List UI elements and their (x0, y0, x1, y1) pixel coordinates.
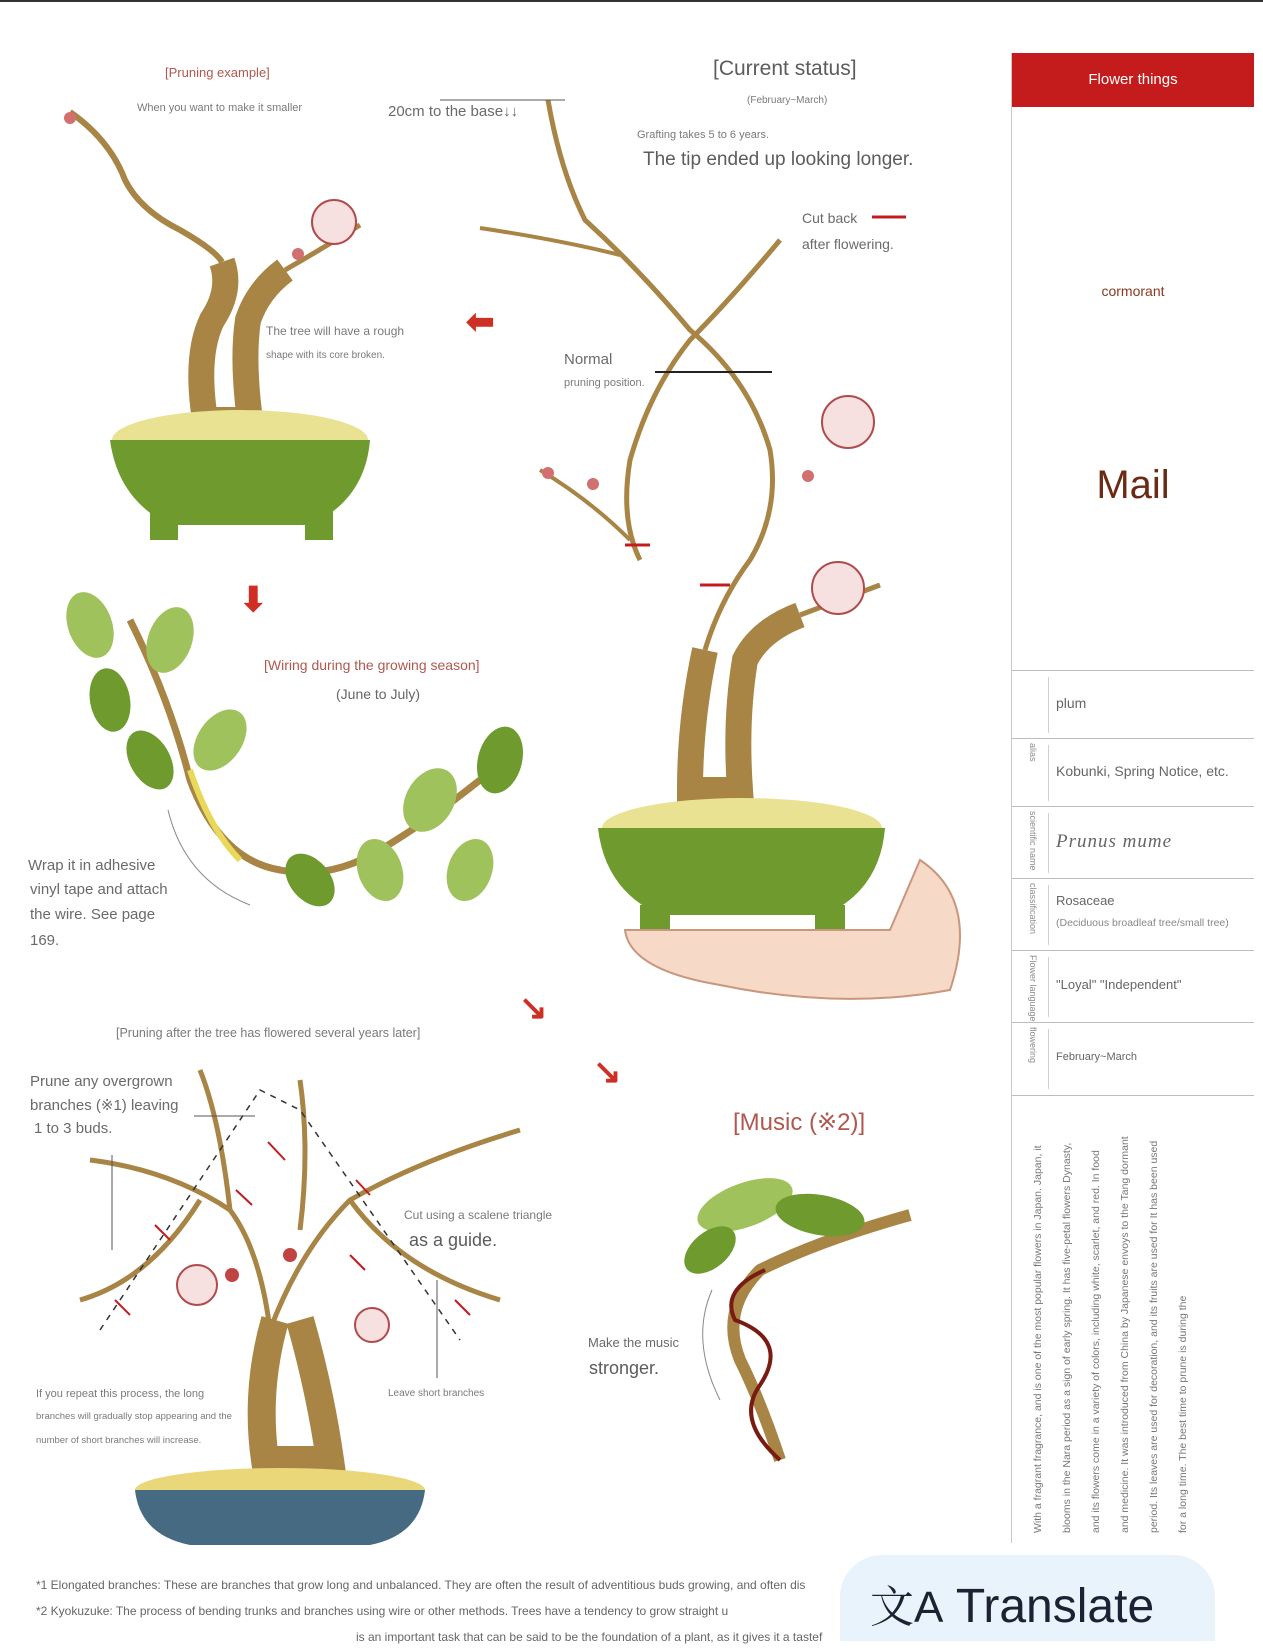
plant-description: With a fragrant fragrance, and is one of the most popular flowers in Japan. Japan, it blooms in the Nara period as a sign of early spring. It has five-petal flowers Dynasty, and its flowers come in a variety of colors, including white, scarlet, and red. In food and medicine. It was introduced from China by Japanese envoys to the Tang dormant period. Its leaves are used for decoration, and its fruits are used for It has been used for a long time. The best time to prune is during the (1032, 1136, 1189, 1533)
translate-label: 文A Translate (870, 1580, 1155, 1633)
repeat-label-3: number of short branches will increase. (36, 1435, 202, 1446)
info-row-flower-language (1012, 950, 1254, 1023)
music-trunk-illustration (675, 1167, 910, 1460)
footnote-1: *1 Elongated branches: These are branches that grow long and unbalanced. They are often the result of adventitious buds growing, and often dis (36, 1578, 806, 1592)
info-row-classification (1012, 878, 1254, 951)
plant-name-jp: cormorant (1101, 283, 1165, 299)
info-row-value: Prunus mume (1056, 831, 1173, 852)
current-period-label: (February~March) (747, 95, 828, 106)
prune-label-3: 1 to 3 buds. (34, 1120, 113, 1137)
arrow-down-right-icon: ↘ (593, 1053, 622, 1091)
arrow-left-icon: ⬅ (466, 303, 495, 341)
translate-button[interactable] (840, 1555, 1215, 1641)
info-row-tag: scientific name (1028, 811, 1038, 871)
plant-name-en: Mail (1096, 463, 1170, 507)
prune-label-1: Prune any overgrown (30, 1073, 173, 1090)
info-row-scientific-name (1012, 806, 1254, 879)
music-stronger-label-1: Make the music (588, 1335, 680, 1350)
wrap-label-1: Wrap it in adhesive (28, 857, 156, 874)
wrap-label-3: the wire. See page (30, 906, 156, 923)
repeat-label-2: branches will gradually stop appearing and the (36, 1411, 232, 1422)
panel-header: Flower things (1012, 53, 1254, 107)
wiring-title: [Wiring during the growing season] (264, 657, 480, 673)
pruning-example-title: [Pruning example] (165, 65, 270, 80)
info-row-alias (1012, 738, 1254, 807)
rough-shape-label-1: The tree will have a rough (266, 324, 405, 338)
bonsai-tall-illustration (440, 100, 960, 999)
after-flowered-title: [Pruning after the tree has flowered several years later] (116, 1026, 421, 1040)
scalene-label-1: Cut using a scalene triangle (404, 1208, 553, 1222)
info-row-value: "Loyal" "Independent" (1056, 977, 1182, 992)
plant-info-panel (1011, 53, 1254, 1543)
normal-label: Normal (564, 351, 613, 368)
info-row-value: plum (1056, 695, 1087, 711)
translate-icon: 文A (870, 1583, 944, 1632)
rough-shape-label-2: shape with its core broken. (266, 350, 385, 361)
tip-longer-label: The tip ended up looking longer. (643, 149, 914, 170)
wrap-label-2: vinyl tape and attach (30, 881, 168, 898)
info-row-flowering (1012, 1022, 1254, 1096)
bonsai-wide-illustration (80, 1070, 520, 1545)
music-stronger-label-2: stronger. (589, 1358, 660, 1378)
info-row-value: Kobunki, Spring Notice, etc. (1056, 763, 1229, 779)
make-smaller-label: When you want to make it smaller (137, 102, 303, 114)
arrow-down-icon: ⬇ (239, 581, 268, 619)
info-row-tag: alias (1028, 743, 1038, 762)
classification-note: (Deciduous broadleaf tree/small tree) (1056, 917, 1229, 929)
cut-back-label: Cut back (802, 210, 858, 226)
info-row-tag: classification (1028, 883, 1038, 935)
info-row-plum (1012, 670, 1254, 739)
wiring-period-label: (June to July) (336, 686, 421, 702)
scalene-label-2: as a guide. (409, 1230, 498, 1250)
after-flowering-label: after flowering. (802, 236, 894, 252)
info-row-tag: flowering (1028, 1027, 1038, 1064)
info-row-value: Rosaceae (1056, 893, 1115, 908)
footnote-2: *2 Kyokuzuke: The process of bending trunks and branches using wire or other methods. Trees have a tendency to grow straight u (36, 1604, 729, 1618)
to-base-label: 20cm to the base↓↓ (388, 103, 519, 120)
repeat-label-1: If you repeat this process, the long (36, 1388, 205, 1400)
current-status-title: [Current status] (713, 57, 857, 80)
normal-pruning-label: pruning position. (564, 377, 645, 389)
footnote-3: is an important task that can be said to be the foundation of a plant, as it gives it a tastef (356, 1630, 823, 1644)
info-row-tag: Flower language (1028, 955, 1038, 1022)
leave-short-label: Leave short branches (388, 1388, 485, 1399)
grafting-label: Grafting takes 5 to 6 years. (637, 129, 770, 141)
music-title: [Music (※2)] (733, 1109, 866, 1136)
arrow-down-right-icon: ↘ (519, 989, 548, 1027)
info-row-value: February~March (1056, 1051, 1138, 1063)
prune-label-2: branches (※1) leaving (30, 1097, 179, 1114)
footnotes (36, 1572, 822, 1650)
wrap-label-4: 169. (30, 932, 60, 949)
